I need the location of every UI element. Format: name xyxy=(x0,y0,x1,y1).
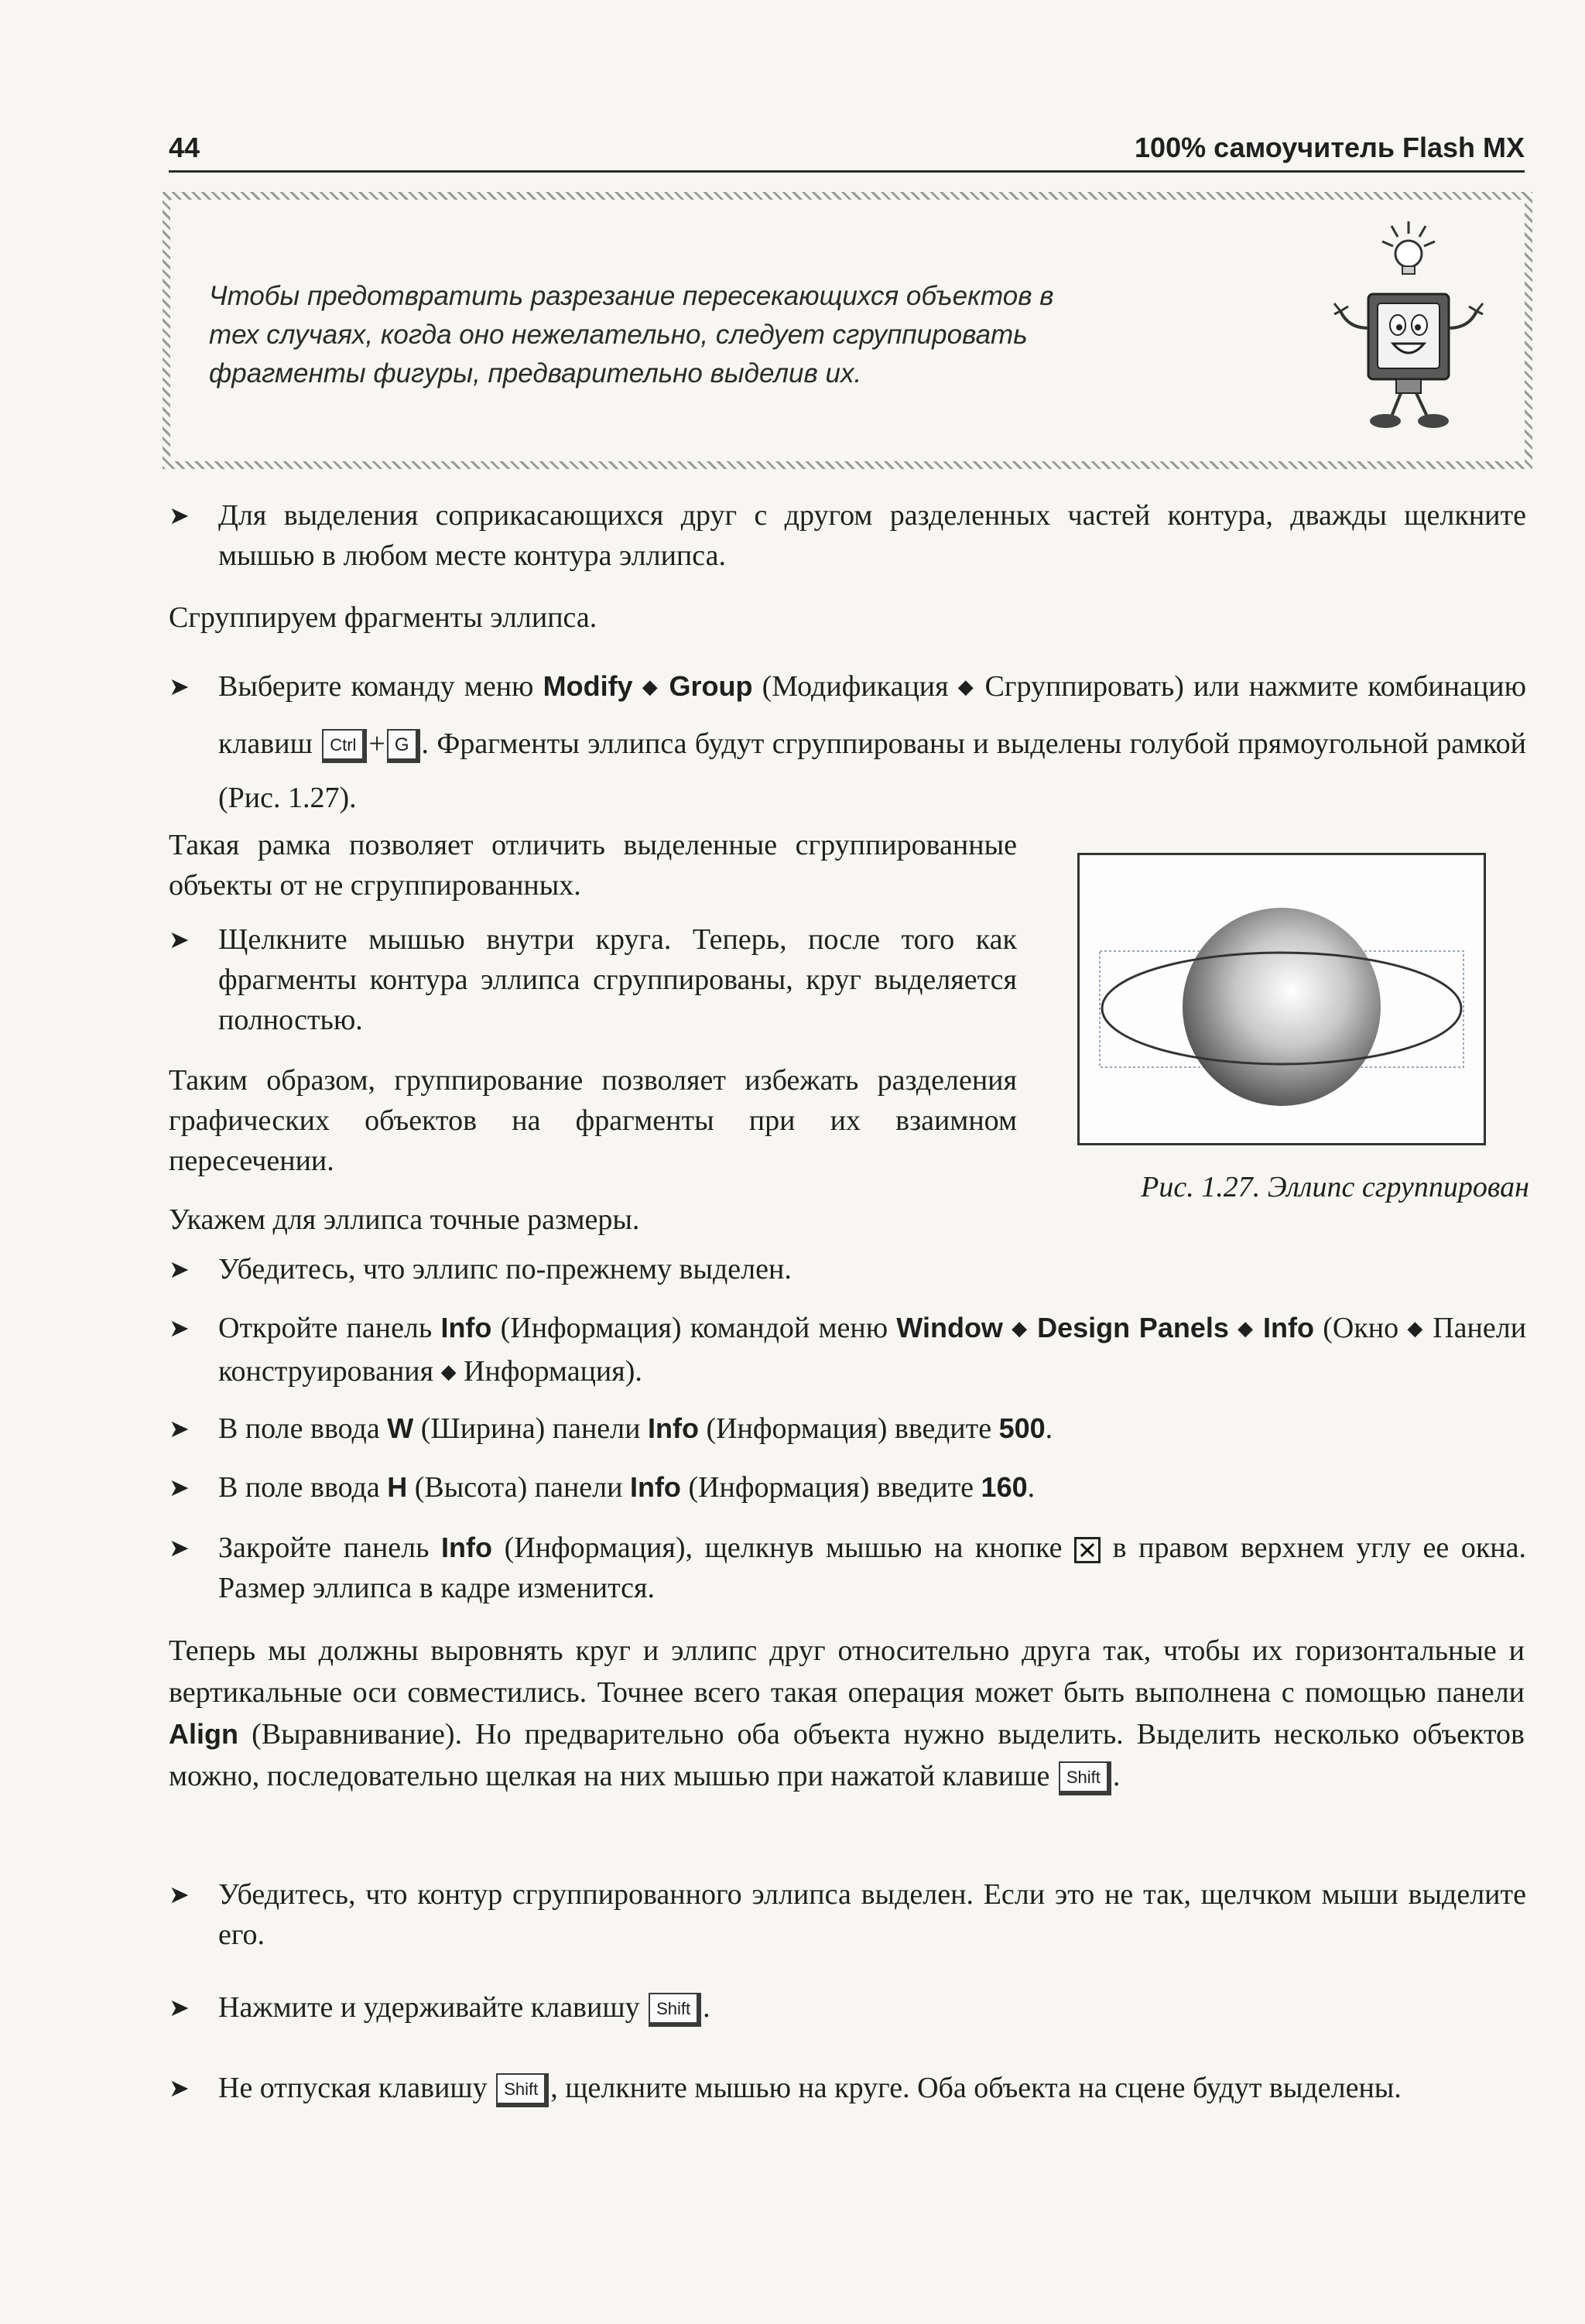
bullet-arrow-icon: ➤ xyxy=(169,1414,190,1443)
list-item: ➤ Для выделения соприкасающихся друг с другом разделенных частей контура, дважды щелкните мышью в любом месте контура эллипса. xyxy=(218,495,1526,576)
figure-caption: Рис. 1.27. Эллипс сгруппирован xyxy=(1141,1171,1529,1203)
list-item: ➤ Убедитесь, что эллипс по-прежнему выделен. xyxy=(218,1249,1526,1289)
running-header xyxy=(169,124,1525,173)
bullet-arrow-icon: ➤ xyxy=(169,501,190,530)
diamond-icon: ◆ xyxy=(642,676,660,699)
diamond-icon: ◆ xyxy=(1407,1317,1425,1340)
paragraph: Таким образом, группирование позволяет избежать разделения графических объектов на фрагменты при их взаимном пересечении. xyxy=(169,1064,1017,1177)
list-item: ➤ В поле ввода W (Ширина) панели Info (Информация) введите 500. xyxy=(218,1408,1526,1449)
bullet-arrow-icon: ➤ xyxy=(169,672,190,701)
shift-key: Shift xyxy=(1059,1761,1111,1795)
diamond-icon: ◆ xyxy=(957,676,976,699)
list-item: ➤ Нажмите и удерживайте клавишу Shift . xyxy=(218,1987,1526,2028)
diamond-icon: ◆ xyxy=(1238,1317,1255,1340)
list-item: ➤ Щелкните мышью внутри круга. Теперь, после того как фрагменты контура эллипса сгруппированы, круг выделяется полностью. xyxy=(218,919,1017,1040)
figure-grouped-ellipse xyxy=(1077,853,1486,1145)
list-item: ➤ Откройте панель Info (Информация) командой меню Window ◆ Design Panels ◆ Info (Окно ◆ Панели конструирования ◆ Информация). xyxy=(218,1308,1526,1395)
bullet-arrow-icon: ➤ xyxy=(169,1993,190,2022)
paragraph: Такая рамка позволяет отличить выделенные сгруппированные объекты от не сгруппированных. xyxy=(169,829,1017,902)
bullet-arrow-icon: ➤ xyxy=(169,1254,190,1284)
g-key: G xyxy=(387,729,420,763)
book-title: 100% самоучитель Flash MX xyxy=(1135,132,1525,163)
sphere xyxy=(1183,908,1381,1106)
ellipse-sphere-illustration xyxy=(1080,855,1484,1143)
paragraph: Укажем для эллипса точные размеры. xyxy=(169,1203,640,1236)
ctrl-key: Ctrl xyxy=(322,729,367,763)
diamond-icon: ◆ xyxy=(1012,1317,1029,1340)
list-item: ➤ Убедитесь, что контур сгруппированного эллипса выделен. Если это не так, щелчком мыши выделите его. xyxy=(218,1874,1526,1955)
bullet-arrow-icon: ➤ xyxy=(169,2073,190,2103)
close-icon xyxy=(1074,1537,1101,1563)
tip-text: Чтобы предотвратить разрезание пересекающихся объектов в тех случаях, когда оно нежелательно, следует сгруппировать фрагменты фигуры, предварительно выделив их. xyxy=(209,281,1054,388)
list-item: ➤ Выберите команду меню Modify ◆ Group (Модификация ◆ Сгруппировать) или нажмите комбинацию клавиш Ctrl + G . Фрагменты эллипса будут сгруппированы и выделены голубой прямоугольной рамкой (Рис. 1.27). xyxy=(218,659,1526,825)
paragraph: Теперь мы должны выровнять круг и эллипс друг относительно друга так, чтобы их горизонтальные и вертикальные оси совместились. Точнее всего такая операция может быть выполнена с помощью панели Align (Выравнивание). Но предварительно оба объекта нужно выделить. Выделить несколько объектов можно, последовательно щелкая на них мышью при нажатой клавише Shift . xyxy=(169,1630,1525,1797)
list-item: ➤ Не отпуская клавишу Shift , щелкните мышью на круге. Оба объекта на сцене будут выделены. xyxy=(218,2068,1526,2108)
bullet-arrow-icon: ➤ xyxy=(169,1473,190,1502)
list-item: ➤ В поле ввода H (Высота) панели Info (Информация) введите 160. xyxy=(218,1467,1526,1508)
shift-key: Shift xyxy=(496,2073,549,2107)
bullet-arrow-icon: ➤ xyxy=(169,925,190,954)
page-number: 44 xyxy=(169,132,200,163)
bullet-arrow-icon: ➤ xyxy=(169,1533,190,1562)
bullet-arrow-icon: ➤ xyxy=(169,1880,190,1909)
computer-mascot-icon xyxy=(1331,220,1486,444)
diamond-icon: ◆ xyxy=(440,1361,457,1384)
shift-key: Shift xyxy=(649,1993,701,2027)
list-item: ➤ Закройте панель Info (Информация), щелкнув мышью на кнопке в правом верхнем углу ее окна. Размер эллипса в кадре изменится. xyxy=(218,1528,1526,1608)
paragraph: Сгруппируем фрагменты эллипса. xyxy=(169,601,597,634)
bullet-arrow-icon: ➤ xyxy=(169,1313,190,1343)
tip-box xyxy=(163,192,1532,469)
